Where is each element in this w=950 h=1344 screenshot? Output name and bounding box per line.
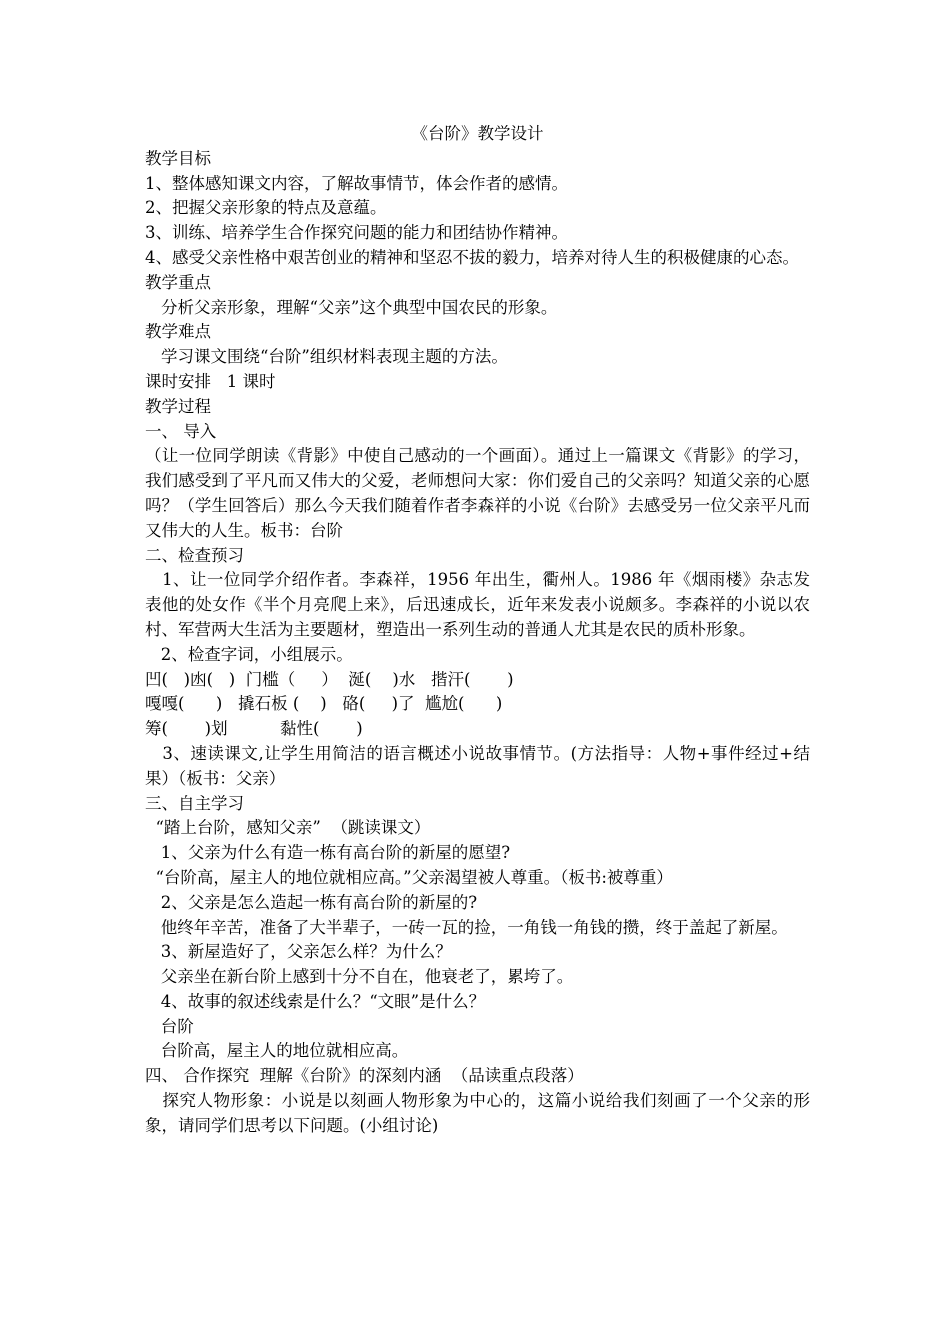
text-line: 台阶高，屋主人的地位就相应高。 [145,1041,409,1061]
text-line: 课时安排 1 课时 [145,371,276,391]
text-line: 2、把握父亲形象的特点及意蕴。 [145,198,387,218]
text-line: 4、故事的叙述线索是什么？“文眼”是什么？ [145,991,486,1011]
text-line: 台阶 [145,1016,194,1036]
text-line: 二、检查预习 [145,545,244,565]
text-line: 1、父亲为什么有造一栋有高台阶的新屋的愿望? [145,843,511,863]
text-line: 嘎嘎( ) 撬石板 ( ) 硌( )了 尴尬( ) [145,694,503,714]
text-line: 1、整体感知课文内容，了解故事情节，体会作者的感情。 [145,173,568,193]
text-line: （让一位同学朗读《背影》中使自己感动的一个画面）。通过上一篇课文《背影》的学习，我们感受到了平凡而又伟大的父爱，老师想问大家：你们爱自己的父亲吗？知道父亲的心愿吗？（学生回答后）那么今天我们随着作者李森祥的小说《台阶》去感受另一位父亲平凡而又伟大的人生。板书：台阶 [145,446,810,540]
text-line: 3、速读课文,让学生用简洁的语言概述小说故事情节。(方法指导：人物+事件经过+结果）（板书：父亲） [145,743,810,788]
document-page [145,122,810,1139]
text-line: 教学重点 [145,272,211,292]
text-line: 学习课文围绕“台阶”组织材料表现主题的方法。 [161,347,508,367]
document-body [145,147,810,1139]
text-line: 分析父亲形象，理解“父亲”这个典型中国农民的形象。 [161,297,558,317]
text-line: “台阶高，屋主人的地位就相应高。”父亲渴望被人尊重。（板书:被尊重） [145,867,673,887]
text-line: 他终年辛苦，准备了大半辈子，一砖一瓦的捡，一角钱一角钱的攒，终于盖起了新屋。 [145,917,788,937]
text-line: 父亲坐在新台阶上感到十分不自在，他衰老了，累垮了。 [145,967,574,987]
document-title: 《台阶》教学设计 [411,124,544,143]
text-line: 筹( )划 黏性( ) [145,719,363,739]
text-line: 2、父亲是怎么造起一栋有高台阶的新屋的? [145,892,478,912]
text-line: 凹( )凼( ) 门槛（ ） 涎( )水 揩汗( ) [145,669,514,689]
text-line: 三、自主学习 [145,793,244,813]
text-line: 探究人物形象：小说是以刻画人物形象为中心的，这篇小说给我们刻画了一个父亲的形象，请同学们思考以下问题。(小组讨论) [145,1091,810,1135]
text-line: 1、让一位同学介绍作者。李森祥，1956 年出生，衢州人。1986 年《烟雨楼》杂志发表他的处女作《半个月亮爬上来》，后迅速成长，近年来发表小说颇多。李森祥的小说以农村、军营两大生活为主要题材，塑造出一系列生动的普通人尤其是农民的质朴形象。 [145,570,810,639]
text-line: 一、 导入 [145,421,217,441]
text-line: “踏上台阶，感知父亲” （跳读课文） [145,818,431,838]
text-line: 教学过程 [145,396,211,416]
text-line: 4、感受父亲性格中艰苦创业的精神和坚忍不拔的毅力，培养对待人生的积极健康的心态。 [145,247,799,267]
text-line: 3、新屋造好了，父亲怎么样？为什么？ [145,942,452,962]
text-line: 2、检查字词，小组展示。 [145,644,353,664]
text-line: 教学难点 [145,322,211,342]
text-line: 四、 合作探究 理解《台阶》的深刻内涵 （品读重点段落） [145,1066,584,1086]
text-line: 教学目标 [145,148,211,168]
text-line: 3、训练、培养学生合作探究问题的能力和团结协作精神。 [145,223,568,243]
